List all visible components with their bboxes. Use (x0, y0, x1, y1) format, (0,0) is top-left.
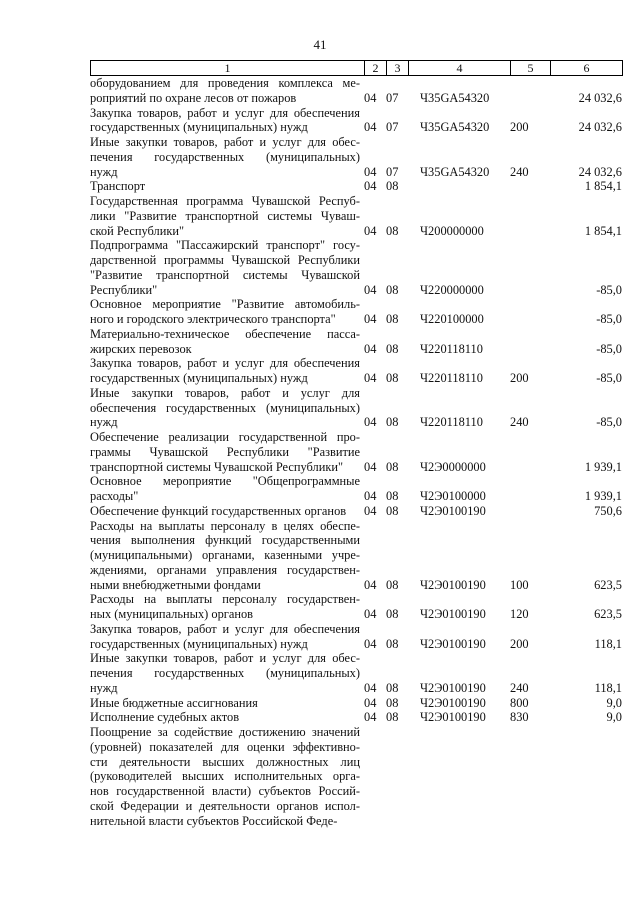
amount: -85,0 (596, 415, 622, 430)
description-line: транспортной системы Чувашской Республики" (90, 459, 344, 474)
row-description (90, 622, 360, 652)
table-row (90, 194, 622, 238)
table-row (90, 135, 622, 179)
table-row (90, 179, 622, 194)
subsection-code: 08 (386, 341, 399, 356)
subsection-code: 08 (386, 636, 399, 651)
description-line: нительной власти субъектов Российской Феде- (90, 813, 338, 828)
description-line: лики "Развитие транспортной системы Чуваш- (90, 208, 360, 223)
expense-type-code: 830 (510, 710, 529, 725)
subsection-code: 08 (386, 695, 399, 710)
description-line: печения государственных (муниципальных) (90, 666, 360, 680)
target-article-code: Ч2Э0100000 (420, 489, 486, 503)
table-row (90, 356, 622, 386)
description-line: Материально-техническое обеспечение пасса- (90, 326, 360, 341)
description-line: ных (муниципальных) органов (90, 607, 254, 621)
table-row (90, 504, 622, 519)
section-code: 04 (364, 636, 377, 651)
target-article-code: Ч2Э0100190 (420, 695, 486, 710)
row-description (90, 474, 360, 504)
section-code: 04 (364, 312, 377, 326)
description-line: нов государственной власти) субъектов Россий- (90, 784, 360, 798)
section-code: 04 (364, 710, 377, 725)
expense-type-code: 800 (510, 695, 529, 710)
expense-type-code: 240 (510, 680, 529, 695)
table-row (90, 622, 622, 652)
table-row (90, 651, 622, 695)
description-line: (уровней) показателей для оценки эффективно- (90, 739, 360, 754)
description-line: Транспорт (90, 179, 146, 194)
amount: 118,1 (594, 680, 622, 695)
description-line: дарственной программы Чувашской Республики (90, 253, 360, 267)
subsection-code: 08 (386, 223, 399, 238)
target-article-code: Ч35GA54320 (420, 120, 490, 135)
page-number: 41 (313, 37, 327, 52)
section-code: 04 (364, 164, 377, 179)
section-code: 04 (364, 179, 377, 194)
table-row (90, 238, 622, 297)
table-row (90, 592, 622, 622)
table-row (90, 725, 622, 828)
description-line: нужд (90, 680, 118, 695)
table-row (90, 297, 622, 327)
description-line: сти деятельности высших должностных лиц (90, 754, 360, 769)
description-line: роприятий по охране лесов от пожаров (90, 90, 297, 105)
target-article-code: Ч220118110 (420, 415, 483, 430)
row-description (90, 696, 360, 711)
row-description (90, 651, 360, 695)
target-article-code: Ч220118110 (420, 341, 483, 356)
description-line: Государственная программа Чувашской Респуб- (90, 194, 360, 208)
row-description (90, 106, 360, 136)
table-row (90, 76, 622, 106)
amount: 9,0 (606, 710, 622, 725)
section-code: 04 (364, 607, 377, 621)
row-description (90, 725, 360, 828)
description-line: ного и городского электрического транспорта" (90, 312, 336, 326)
description-line: Расходы на выплаты персоналу государствен- (90, 592, 360, 607)
description-line: Обеспечение реализации государственной про- (90, 430, 360, 444)
section-code: 04 (364, 282, 377, 297)
table-row (90, 327, 622, 357)
description-line: Исполнение судебных актов (90, 710, 240, 725)
row-description (90, 179, 360, 194)
row-description (90, 356, 360, 386)
section-code: 04 (364, 90, 377, 105)
description-line: Поощрение за содействие достижению значений (90, 725, 360, 739)
section-code: 04 (364, 489, 377, 503)
description-line: Основное мероприятие "Развитие автомобиль- (90, 297, 360, 312)
row-description (90, 297, 360, 327)
row-description (90, 592, 360, 622)
budget-table-body (90, 76, 622, 828)
subsection-code: 07 (386, 164, 399, 179)
subsection-code: 08 (386, 710, 399, 725)
description-line: обеспечения государственных (муниципальных) (90, 400, 360, 415)
target-article-code: Ч200000000 (420, 223, 484, 238)
description-line: Подпрограмма "Пассажирский транспорт" госу- (90, 238, 360, 253)
row-description (90, 76, 360, 106)
description-line: расходы" (90, 489, 139, 503)
description-line: Основное мероприятие "Общепрограммные (90, 474, 360, 489)
description-line: государственных (муниципальных) нужд (90, 371, 308, 385)
section-code: 04 (364, 341, 377, 356)
amount: 24 032,6 (578, 120, 622, 135)
target-article-code: Ч2Э0100190 (420, 607, 486, 621)
column-header-table (90, 60, 623, 76)
target-article-code: Ч35GA54320 (420, 164, 490, 179)
section-code: 04 (364, 695, 377, 710)
row-description (90, 710, 360, 725)
amount: 24 032,6 (578, 164, 622, 179)
row-description (90, 504, 360, 519)
description-line: (руководителей высших исполнительных орга- (90, 769, 360, 784)
expense-type-code: 200 (510, 120, 529, 135)
header-col-5: 5 (511, 61, 551, 76)
description-line: Закупка товаров, работ и услуг для обеспечения (90, 621, 360, 636)
row-description (90, 327, 360, 357)
amount: 623,5 (594, 577, 622, 592)
amount: 1 939,1 (584, 459, 622, 474)
target-article-code: Ч220118110 (420, 371, 483, 385)
description-line: печения государственных (муниципальных) (90, 149, 360, 164)
amount: 1 854,1 (584, 223, 622, 238)
description-line: ждениями, органами управления государствен- (90, 562, 360, 577)
header-col-1: 1 (91, 61, 365, 76)
row-description (90, 519, 360, 593)
amount: -85,0 (596, 341, 622, 356)
description-line: ской Федерации и деятельности органов испол- (90, 798, 360, 813)
subsection-code: 08 (386, 607, 399, 621)
header-col-6: 6 (551, 61, 623, 76)
description-line: Иные закупки товаров, работ и услуг для обес- (90, 135, 360, 149)
description-line: нужд (90, 164, 118, 179)
description-line: нужд (90, 415, 118, 430)
description-line: жирских перевозок (90, 341, 192, 356)
description-line: Закупка товаров, работ и услуг для обеспечения (90, 356, 360, 371)
expense-type-code: 100 (510, 577, 529, 592)
description-line: Закупка товаров, работ и услуг для обеспечения (90, 105, 360, 120)
row-description (90, 238, 360, 297)
amount: -85,0 (596, 282, 622, 297)
description-line: государственных (муниципальных) нужд (90, 636, 308, 651)
description-line: Иные закупки товаров, работ и услуг для обес- (90, 651, 360, 666)
table-row (90, 106, 622, 136)
description-line: (муниципальными) органами, казенными учре- (90, 548, 360, 562)
subsection-code: 08 (386, 489, 399, 503)
amount: 1 854,1 (584, 179, 622, 194)
section-code: 04 (364, 577, 377, 592)
subsection-code: 08 (386, 179, 399, 194)
table-row (90, 386, 622, 430)
description-line: ской Республики" (90, 223, 185, 238)
section-code: 04 (364, 503, 377, 518)
header-col-4: 4 (409, 61, 511, 76)
table-row (90, 710, 622, 725)
target-article-code: Ч220100000 (420, 312, 484, 326)
table-row (90, 519, 622, 593)
amount: -85,0 (596, 371, 622, 385)
description-line: Расходы на выплаты персоналу в целях обеспе- (90, 518, 360, 533)
target-article-code: Ч2Э0100190 (420, 636, 486, 651)
expense-type-code: 200 (510, 371, 529, 385)
header-col-2: 2 (365, 61, 387, 76)
description-line: Республики" (90, 282, 158, 297)
expense-type-code: 240 (510, 164, 529, 179)
section-code: 04 (364, 371, 377, 385)
description-line: государственных (муниципальных) нужд (90, 120, 308, 135)
amount: 118,1 (594, 636, 622, 651)
target-article-code: Ч220000000 (420, 282, 484, 297)
section-code: 04 (364, 459, 377, 474)
subsection-code: 08 (386, 680, 399, 695)
subsection-code: 08 (386, 459, 399, 474)
amount: 750,6 (594, 503, 622, 518)
header-col-3: 3 (387, 61, 409, 76)
target-article-code: Ч2Э0100190 (420, 503, 486, 518)
description-line: ными внебюджетными фондами (90, 577, 261, 592)
row-description (90, 194, 360, 238)
description-line: Иные закупки товаров, работ и услуг для (90, 385, 360, 400)
section-code: 04 (364, 120, 377, 135)
subsection-code: 07 (386, 90, 399, 105)
table-row (90, 474, 622, 504)
subsection-code: 07 (386, 120, 399, 135)
amount: -85,0 (596, 312, 622, 326)
subsection-code: 08 (386, 371, 399, 385)
target-article-code: Ч2Э0000000 (420, 459, 486, 474)
expense-type-code: 240 (510, 415, 529, 430)
description-line: Иные бюджетные ассигнования (90, 695, 258, 710)
description-line: Обеспечение функций государственных органов (90, 503, 347, 518)
section-code: 04 (364, 415, 377, 430)
table-row (90, 696, 622, 711)
subsection-code: 08 (386, 312, 399, 326)
subsection-code: 08 (386, 282, 399, 297)
target-article-code: Ч2Э0100190 (420, 710, 486, 725)
description-line: чения выполнения функций государственными (90, 533, 360, 548)
description-line: оборудованием для проведения комплекса ме- (90, 76, 360, 90)
amount: 24 032,6 (578, 90, 622, 105)
expense-type-code: 200 (510, 636, 529, 651)
target-article-code: Ч2Э0100190 (420, 577, 486, 592)
subsection-code: 08 (386, 577, 399, 592)
row-description (90, 135, 360, 179)
amount: 1 939,1 (584, 489, 622, 503)
section-code: 04 (364, 680, 377, 695)
row-description (90, 386, 360, 430)
description-line: "Развитие транспортной системы Чувашской (90, 267, 360, 282)
row-description (90, 430, 360, 474)
subsection-code: 08 (386, 503, 399, 518)
target-article-code: Ч2Э0100190 (420, 680, 486, 695)
amount: 9,0 (606, 695, 622, 710)
expense-type-code: 120 (510, 607, 529, 621)
subsection-code: 08 (386, 415, 399, 430)
section-code: 04 (364, 223, 377, 238)
amount: 623,5 (594, 607, 622, 621)
table-row (90, 430, 622, 474)
target-article-code: Ч35GA54320 (420, 90, 490, 105)
description-line: граммы Чувашской Республики "Развитие (90, 444, 360, 459)
